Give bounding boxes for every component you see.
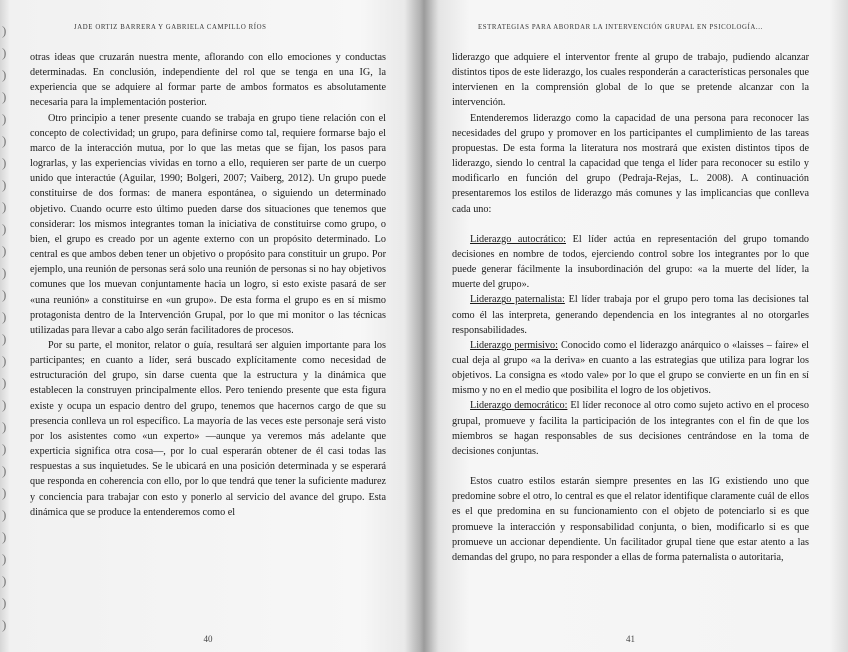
left-paragraph-1: otras ideas que cruzarán nuestra mente, aflorando con ello emociones y conductas determinadas. En conclusión, independiente del rol que se tenga en una IG, la experiencia que se adquiere al formar parte de ambos formatos es absolutamente necesaria para la implementación posterior. <box>30 52 386 109</box>
leadership-style-permissive <box>452 338 809 399</box>
margin-mark: ) <box>2 617 7 632</box>
margin-mark: ) <box>2 529 7 544</box>
margin-mark: ) <box>2 243 7 258</box>
right-body-text <box>452 50 809 565</box>
margin-mark: ) <box>2 353 7 368</box>
margin-mark: ) <box>2 331 7 346</box>
margin-mark: ) <box>2 551 7 566</box>
leadership-style-autocratic <box>452 232 809 293</box>
style-description: Conocido como el liderazgo anárquico o «laisses – faire» el cual deja al grupo «a la deriva» en cuanto a las estrategias que utiliza para lograr los objetivos. La consigna es «todo vale» por lo que el grupo se convierte en un fin en sí mismo y no en el medio que posibilita el logro de los objetivos. <box>452 339 809 397</box>
margin-mark: ) <box>2 89 7 104</box>
leadership-style-paternalist <box>452 292 809 337</box>
margin-mark: ) <box>2 507 7 522</box>
margin-mark: ) <box>2 133 7 148</box>
margin-mark: ) <box>2 375 7 390</box>
right-closing-paragraph: Estos cuatro estilos estarán siempre presentes en las IG existiendo uno que predomine sobre el otro, lo central es que el relator identifique claramente cuál de ellos es el que predomina en su funcionamiento con el objeto de potenciarlo si es que promueve la interacción y responsabilidad conjunta, o bien, modificarlo si es que promueve un accionar dependiente. Un facilitador grupal tiene que estar atento a las demandas del grupo, no para responder a ellas de forma paternalista o autoritaria, <box>452 476 809 563</box>
margin-mark: ) <box>2 67 7 82</box>
margin-mark: ) <box>2 199 7 214</box>
leadership-style-democratic <box>452 398 809 459</box>
margin-mark: ) <box>2 309 7 324</box>
margin-mark: ) <box>2 463 7 478</box>
left-page-number: 40 <box>203 634 213 644</box>
margin-mark: ) <box>2 23 7 38</box>
margin-mark: ) <box>2 155 7 170</box>
margin-mark: ) <box>2 419 7 434</box>
style-description: El líder trabaja por el grupo pero toma las decisiones tal como él las interpreta, generando dependencia en los integrantes al no otorgarles responsabilidades. <box>452 294 809 336</box>
margin-mark: ) <box>2 397 7 412</box>
right-paragraph-2: Entenderemos liderazgo como la capacidad de una persona para reconocer las necesidades del grupo y promover en los participantes el cumplimiento de las tareas propuestas. De esta forma la literatura nos mostrará que existen distintos tipos de liderazgo, siendo lo central la capacidad que tenga el líder para reconocer su estilo y modificarlo en función del grupo (Pedraja-Rejas, L. 2008). A continuación presentaremos los estilos de liderazgo más comunes y las implicancias que conlleva cada uno: <box>452 112 809 215</box>
style-term: Liderazgo permisivo: <box>470 339 558 351</box>
right-paragraph-1: liderazgo que adquiere el interventor frente al grupo de trabajo, pudiendo alcanzar distintos tipos de este liderazgo, los cuales responderán a características personales que intervienen en la comprensión global de lo que se pretende alcanzar con la intervención. <box>452 52 809 109</box>
style-description: El líder actúa en representación del grupo tomando decisiones en nombre de todos, ejerciendo control sobre los integrantes por lo que puede generar fácilmente la insubordinación del grupo: «a la muerte del líder, la muerte del grupo». <box>452 233 810 291</box>
margin-mark: ) <box>2 45 7 60</box>
left-paragraph-3: Por su parte, el monitor, relator o guía, resultará ser alguien importante para los participantes; en cuanto a líder, será buscado explícitamente como necesidad de estructuración del grupo, sin darse cuenta que la estructura y la dinámica que establecen la construyen principalmente ellos. Pero teniendo presente que esta figura existe y ocupa un espacio dentro del grupo, tenemos que hacernos cargo de que su presencia conlleva un rol específico. La mayoría de las veces este personaje será visto por los asistentes como «un experto» —aunque ya veremos más adelante que experticia significa otra cosa—, por lo cual esperarán obtener de él casi todas las respuestas a sus inquietudes. Se le ubicará en una posición determinada y se esperará que responda en coherencia con ello, por lo que tendrá que tener la suficiente madurez y conciencia para trabajar con esto y ponerlo al servicio del avance del grupo. Esta dinámica que se produce la entenderemos como el <box>30 339 386 518</box>
left-body-text <box>30 50 386 520</box>
margin-mark: ) <box>2 221 7 236</box>
style-term: Liderazgo democrático: <box>470 400 568 412</box>
margin-mark: ) <box>2 287 7 302</box>
right-running-head: ESTRATEGIAS PARA ABORDAR LA INTERVENCIÓN GRUPAL EN PSICOLOGÍA... <box>478 24 763 31</box>
margin-mark: ) <box>2 485 7 500</box>
margin-mark: ) <box>2 265 7 280</box>
book-binding-shadow <box>404 0 440 652</box>
style-description: El líder reconoce al otro como sujeto activo en el proceso grupal, promueve y facilita la participación de los integrantes con el fin de que los miembros se hagan responsables de sus decisiones centrándose en la toma de decisiones conjuntas. <box>452 400 809 457</box>
margin-mark: ) <box>2 595 7 610</box>
left-margin-marks <box>2 20 12 636</box>
left-page <box>30 0 386 652</box>
margin-mark: ) <box>2 441 7 456</box>
margin-mark: ) <box>2 111 7 126</box>
right-page-number: 41 <box>626 634 635 644</box>
margin-mark: ) <box>2 573 7 588</box>
margin-mark: ) <box>2 177 7 192</box>
style-term: Liderazgo autocrático: <box>470 233 566 245</box>
left-paragraph-2: Otro principio a tener presente cuando se trabaja en grupo tiene relación con el concepto de colectividad; un grupo, para definirse como tal, requiere formarse bajo el marco de la interacción mutua, por lo que las metas que se fijan, los pasos para lograrlas, y las experiencias vividas en torno a ello, requieren ser parte de un cuerpo unido que interactúe (Aguilar, 1990; Bolgeri, 2007; Vaiberg, 2012). Un grupo puede constituirse de dos formas: de manera espontánea, o siguiendo un determinado objetivo. Cuando ocurre esto último pueden darse dos situaciones que tenemos que considerar: los mismos integrantes toman la iniciativa de constituirse como grupo, o bien, el grupo es creado por un agente externo con un propósito determinado. Lo central es que ambos deben tener un objetivo o propósito para constituir un grupo. Por ejemplo, una reunión de personas será solo una reunión de personas si no hay objetivos comunes que los muevan conjuntamente hacia un logro, si esto existe pasará de ser «una reunión» a constituirse en «un grupo». De esta forma el grupo es en sí mismo protagonista dentro de la Intervención Grupal, por lo que mi monitor o las técnicas utilizadas para llevar a cabo algo serán facilitadores de procesos. <box>30 112 386 336</box>
style-term: Liderazgo paternalista: <box>470 294 565 306</box>
right-page <box>452 0 809 652</box>
left-running-head: JADE ORTIZ BARRERA Y GABRIELA CAMPILLO RÍOS <box>74 24 267 31</box>
